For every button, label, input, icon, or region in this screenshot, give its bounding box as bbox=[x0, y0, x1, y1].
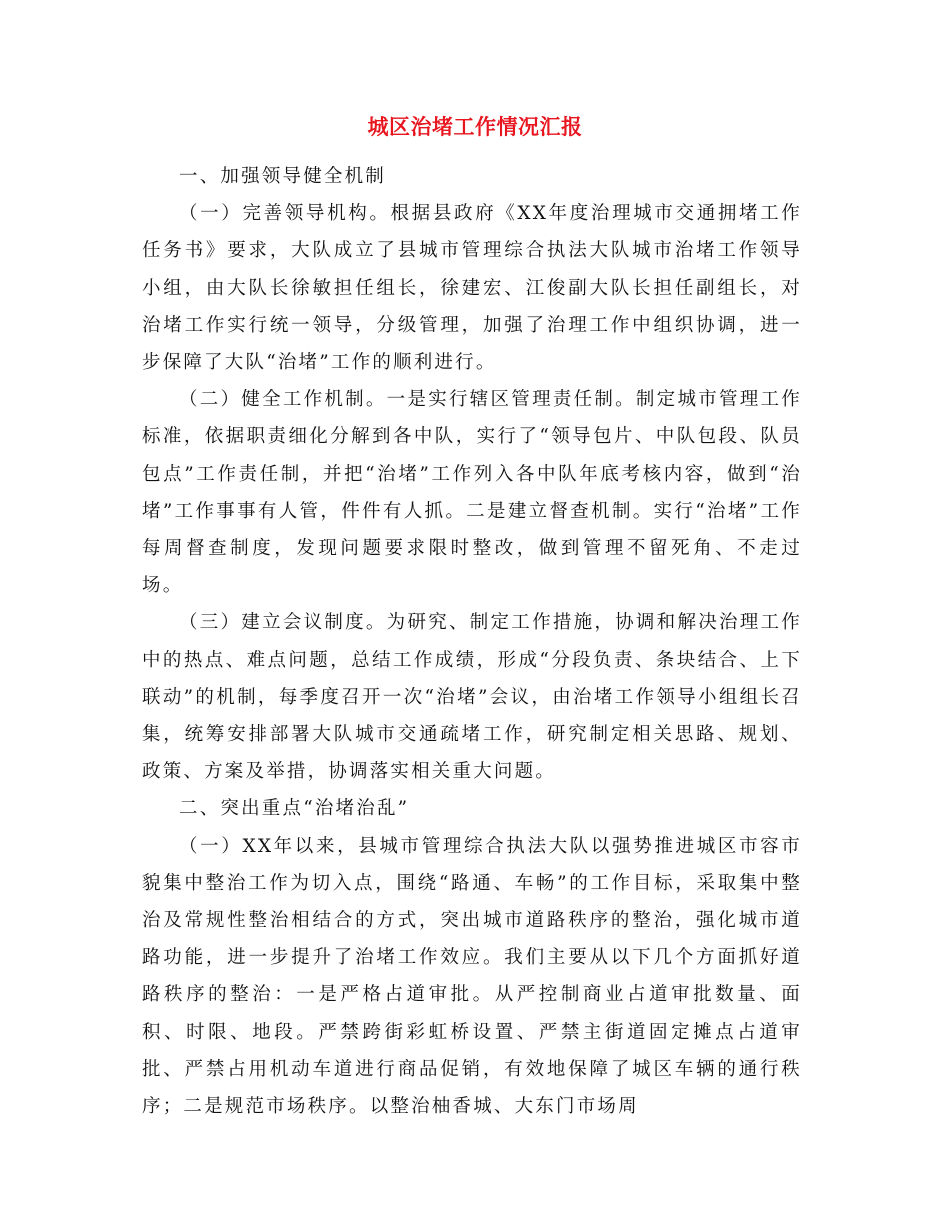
document-title: 城区治堵工作情况汇报 bbox=[367, 114, 583, 139]
paragraph: （一）XX年以来，县城市管理综合执法大队以强势推进城区市容市貌集中整治工作为切入点，围绕“路通、车畅”的工作目标，采取集中整治及常规性整治相结合的方式，突出城市道路秩序的整治，强化城市道路功能，进一步提升了治堵工作效应。我们主要从以下几个方面抓好道路秩序的整治：一是严格占道审批。从严控制商业占道审批数量、面积、时限、地段。严禁跨街彩虹桥设置、严禁主街道固定摊点占道审批、严禁占用机动车道进行商品促销，有效地保障了城区车辆的通行秩序；二是规范市场秩序。以整治柚香城、大东门市场周 bbox=[142, 835, 802, 1118]
document-body bbox=[142, 158, 802, 1125]
paragraph: （二）健全工作机制。一是实行辖区管理责任制。制定城市管理工作标准，依据职责细化分解到各中队，实行了“领导包片、中队包段、队员包点”工作责任制，并把“治堵”工作列入各中队年底考核内容，做到“治堵”工作事事有人管，件件有人抓。二是建立督查机制。实行“治堵”工作每周督查制度，发现问题要求限时整改，做到管理不留死角、不走过场。 bbox=[142, 389, 802, 597]
section-heading: 一、加强领导健全机制 bbox=[179, 166, 387, 187]
paragraph: （一）完善领导机构。根据县政府《XX年度治理城市交通拥堵工作任务书》要求，大队成立了县城市管理综合执法大队城市治堵工作领导小组，由大队长徐敏担任组长，徐建宏、江俊副大队长担任副组长，对治堵工作实行统一领导，分级管理，加强了治理工作中组织协调，进一步保障了大队“治堵”工作的顺利进行。 bbox=[142, 203, 802, 374]
paragraph: （三）建立会议制度。为研究、制定工作措施，协调和解决治理工作中的热点、难点问题，总结工作成绩，形成“分段负责、条块结合、上下联动”的机制，每季度召开一次“治堵”会议，由治堵工作领导小组组长召集，统筹安排部署大队城市交通疏堵工作，研究制定相关思路、规划、政策、方案及举措，协调落实相关重大问题。 bbox=[142, 612, 802, 783]
section-heading: 二、突出重点“治堵治乱” bbox=[179, 798, 410, 820]
